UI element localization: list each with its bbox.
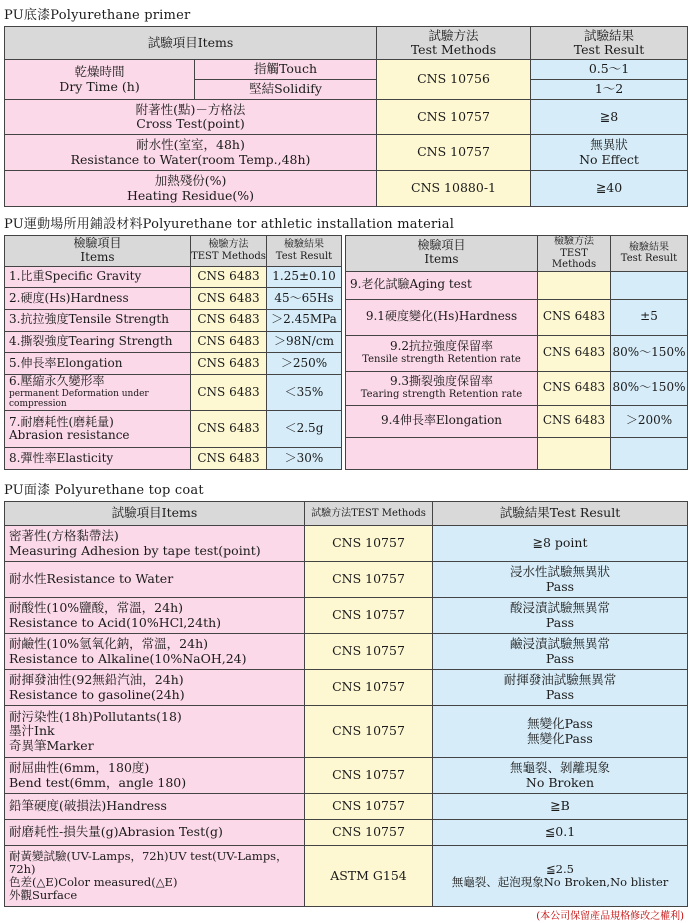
- result-cell: ＞200%: [611, 405, 688, 437]
- item-uv-test: 耐黃變試驗(UV-Lamps，72h)UV test(UV-Lamps，72h) 色差(△E)Color measured(△E) 外觀Surface: [5, 846, 305, 907]
- item-tensile-strength: 3.抗拉強度Tensile Strength: [5, 310, 191, 332]
- dry-touch-label: 指觸Touch: [195, 60, 377, 80]
- result-cell: 45～65Hs: [267, 288, 342, 310]
- item-aging-tearing: 9.3撕裂強度保留率 Tearing strength Retention rate: [346, 371, 538, 405]
- item-pollutants: 耐污染性(18h)Pollutants(18) 墨汁Ink 奇異筆Marker: [5, 706, 305, 758]
- result-cell: 無變化Pass 無變化Pass: [433, 706, 688, 758]
- result-cell: ＞30%: [267, 448, 342, 470]
- item-elongation: 5.伸長率Elongation: [5, 353, 191, 375]
- method-cell: CNS 6483: [191, 374, 267, 411]
- athletic-table-left: [4, 235, 342, 470]
- rights-reserved-note: (本公司保留產品規格修改之權利): [536, 911, 684, 922]
- result-cell-empty: [611, 271, 688, 299]
- dry-time-label: 乾燥時間 Dry Time (h): [5, 60, 195, 100]
- result-cell: 酸浸漬試驗無異常 Pass: [433, 598, 688, 634]
- method-cell: CNS 6483: [191, 411, 267, 448]
- result-cell: 1.25±0.10: [267, 266, 342, 288]
- cross-test-result: ≧8: [531, 100, 688, 135]
- result-cell: 浸水性試驗無異狀 Pass: [433, 562, 688, 598]
- method-cell: CNS 6483: [538, 371, 611, 405]
- header-test-methods: 試驗方法TEST Methods: [305, 502, 433, 526]
- item-acid-resistance: 耐酸性(10%鹽酸，常溫，24h) Resistance to Acid(10%HCl,24th): [5, 598, 305, 634]
- heating-residue-method: CNS 10880-1: [377, 171, 531, 207]
- header-methods-left: 檢驗方法 TEST Methods: [191, 236, 267, 267]
- header-test-result: 試驗結果Test Result: [433, 502, 688, 526]
- item-aging-tensile: 9.2抗拉強度保留率 Tensile strength Retention rate: [346, 335, 538, 371]
- method-cell: CNS 6483: [191, 266, 267, 288]
- heating-residue-label: 加熱殘份(%) Heating Residue(%): [5, 171, 377, 207]
- heating-residue-result: ≧40: [531, 171, 688, 207]
- item-specific-gravity: 1.比重Specific Gravity: [5, 266, 191, 288]
- header-test-methods: 試驗方法 Test Methods: [377, 27, 531, 60]
- result-cell: ＞98N/cm: [267, 331, 342, 353]
- dry-solidify-result: 1～2: [531, 80, 688, 100]
- method-cell: CNS 6483: [191, 310, 267, 332]
- method-cell: CNS 10757: [305, 526, 433, 562]
- item-bend-test: 耐屈曲性(6mm，180度) Bend test(6mm，angle 180): [5, 758, 305, 794]
- athletic-table-right: [345, 235, 688, 470]
- dry-solidify-label: 堅結Solidify: [195, 80, 377, 100]
- result-cell: 80%～150%: [611, 371, 688, 405]
- method-cell: CNS 6483: [538, 335, 611, 371]
- result-cell: ≧8 point: [433, 526, 688, 562]
- method-cell: CNS 6483: [191, 288, 267, 310]
- header-methods-right: 檢驗方法 TEST Methods: [538, 236, 611, 272]
- result-cell: ＜35%: [267, 374, 342, 411]
- item-gasoline-resistance: 耐揮發油性(92無鉛汽油，24h) Resistance to gasoline(24h): [5, 670, 305, 706]
- method-cell: CNS 10757: [305, 634, 433, 670]
- cross-test-method: CNS 10757: [377, 100, 531, 135]
- result-cell: 無龜裂、剝離現象 No Broken: [433, 758, 688, 794]
- method-cell: CNS 10757: [305, 794, 433, 820]
- method-cell-empty: [538, 271, 611, 299]
- dry-touch-result: 0.5～1: [531, 60, 688, 80]
- filler-cell: [611, 437, 688, 470]
- result-cell: 鹼浸漬試驗無異常 Pass: [433, 634, 688, 670]
- result-cell: ±5: [611, 299, 688, 335]
- item-tearing-strength: 4.撕裂強度Tearing Strength: [5, 331, 191, 353]
- topcoat-table: [4, 501, 688, 907]
- header-items: 試驗項目Items: [5, 502, 305, 526]
- item-abrasion-test: 耐磨耗性-損失量(g)Abrasion Test(g): [5, 820, 305, 846]
- header-items-right: 檢驗項目 Items: [346, 236, 538, 272]
- item-water-resistance: 耐水性Resistance to Water: [5, 562, 305, 598]
- item-adhesion: 密著性(方格黏帶法) Measuring Adhesion by tape test(point): [5, 526, 305, 562]
- item-alkaline-resistance: 耐鹼性(10%氫氧化鈉，常溫，24h) Resistance to Alkaline(10%NaOH,24): [5, 634, 305, 670]
- cross-test-label: 附著性(點)－方格法 Cross Test(point): [5, 100, 377, 135]
- item-compression-deformation: 6.壓縮永久變形率 permanent Deformation under compression: [5, 374, 191, 411]
- method-cell: ASTM G154: [305, 846, 433, 907]
- filler-cell: [538, 437, 611, 470]
- result-cell: ＜2.5g: [267, 411, 342, 448]
- item-abrasion-resistance: 7.耐磨耗性(磨耗量) Abrasion resistance: [5, 411, 191, 448]
- header-result-left: 檢驗結果 Test Result: [267, 236, 342, 267]
- method-cell: CNS 10757: [305, 706, 433, 758]
- method-cell: CNS 10757: [305, 598, 433, 634]
- water-resistance-label: 耐水性(室室，48h) Resistance to Water(room Temp.,48h): [5, 135, 377, 171]
- header-result-right: 檢驗結果 Test Result: [611, 236, 688, 272]
- filler-cell: [346, 437, 538, 470]
- water-resistance-method: CNS 10757: [377, 135, 531, 171]
- method-cell: CNS 6483: [191, 448, 267, 470]
- header-items-left: 檢驗項目 Items: [5, 236, 191, 267]
- method-cell: CNS 6483: [191, 353, 267, 375]
- item-aging-hardness: 9.1硬度變化(Hs)Hardness: [346, 299, 538, 335]
- method-cell: CNS 10757: [305, 562, 433, 598]
- item-hardness: 2.硬度(Hs)Hardness: [5, 288, 191, 310]
- result-cell: ≧B: [433, 794, 688, 820]
- section-title-topcoat: PU面漆 Polyurethane top coat: [4, 483, 204, 498]
- water-resistance-result: 無異狀 No Effect: [531, 135, 688, 171]
- result-cell: ＞2.45MPa: [267, 310, 342, 332]
- method-cell: CNS 10757: [305, 820, 433, 846]
- result-cell: ≦2.5 無龜裂、起泡現象No Broken,No blister: [433, 846, 688, 907]
- result-cell: ＞250%: [267, 353, 342, 375]
- method-cell: CNS 10757: [305, 758, 433, 794]
- dry-time-method: CNS 10756: [377, 60, 531, 100]
- primer-table: [4, 26, 688, 207]
- method-cell: CNS 6483: [538, 405, 611, 437]
- aging-test-heading: 9.老化試驗Aging test: [346, 271, 538, 299]
- result-cell: 80%～150%: [611, 335, 688, 371]
- method-cell: CNS 6483: [191, 331, 267, 353]
- method-cell: CNS 10757: [305, 670, 433, 706]
- item-aging-elongation: 9.4伸長率Elongation: [346, 405, 538, 437]
- item-pencil-hardness: 鉛筆硬度(破損法)Handress: [5, 794, 305, 820]
- result-cell: ≦0.1: [433, 820, 688, 846]
- method-cell: CNS 6483: [538, 299, 611, 335]
- result-cell: 耐揮發油試驗無異常 Pass: [433, 670, 688, 706]
- header-items: 試驗項目Items: [5, 27, 377, 60]
- section-title-athletic: PU運動場所用鋪設材料Polyurethane tor athletic installation material: [4, 217, 455, 232]
- section-title-primer: PU底漆Polyurethane primer: [4, 8, 191, 23]
- header-test-result: 試驗結果 Test Result: [531, 27, 688, 60]
- item-elasticity: 8.彈性率Elasticity: [5, 448, 191, 470]
